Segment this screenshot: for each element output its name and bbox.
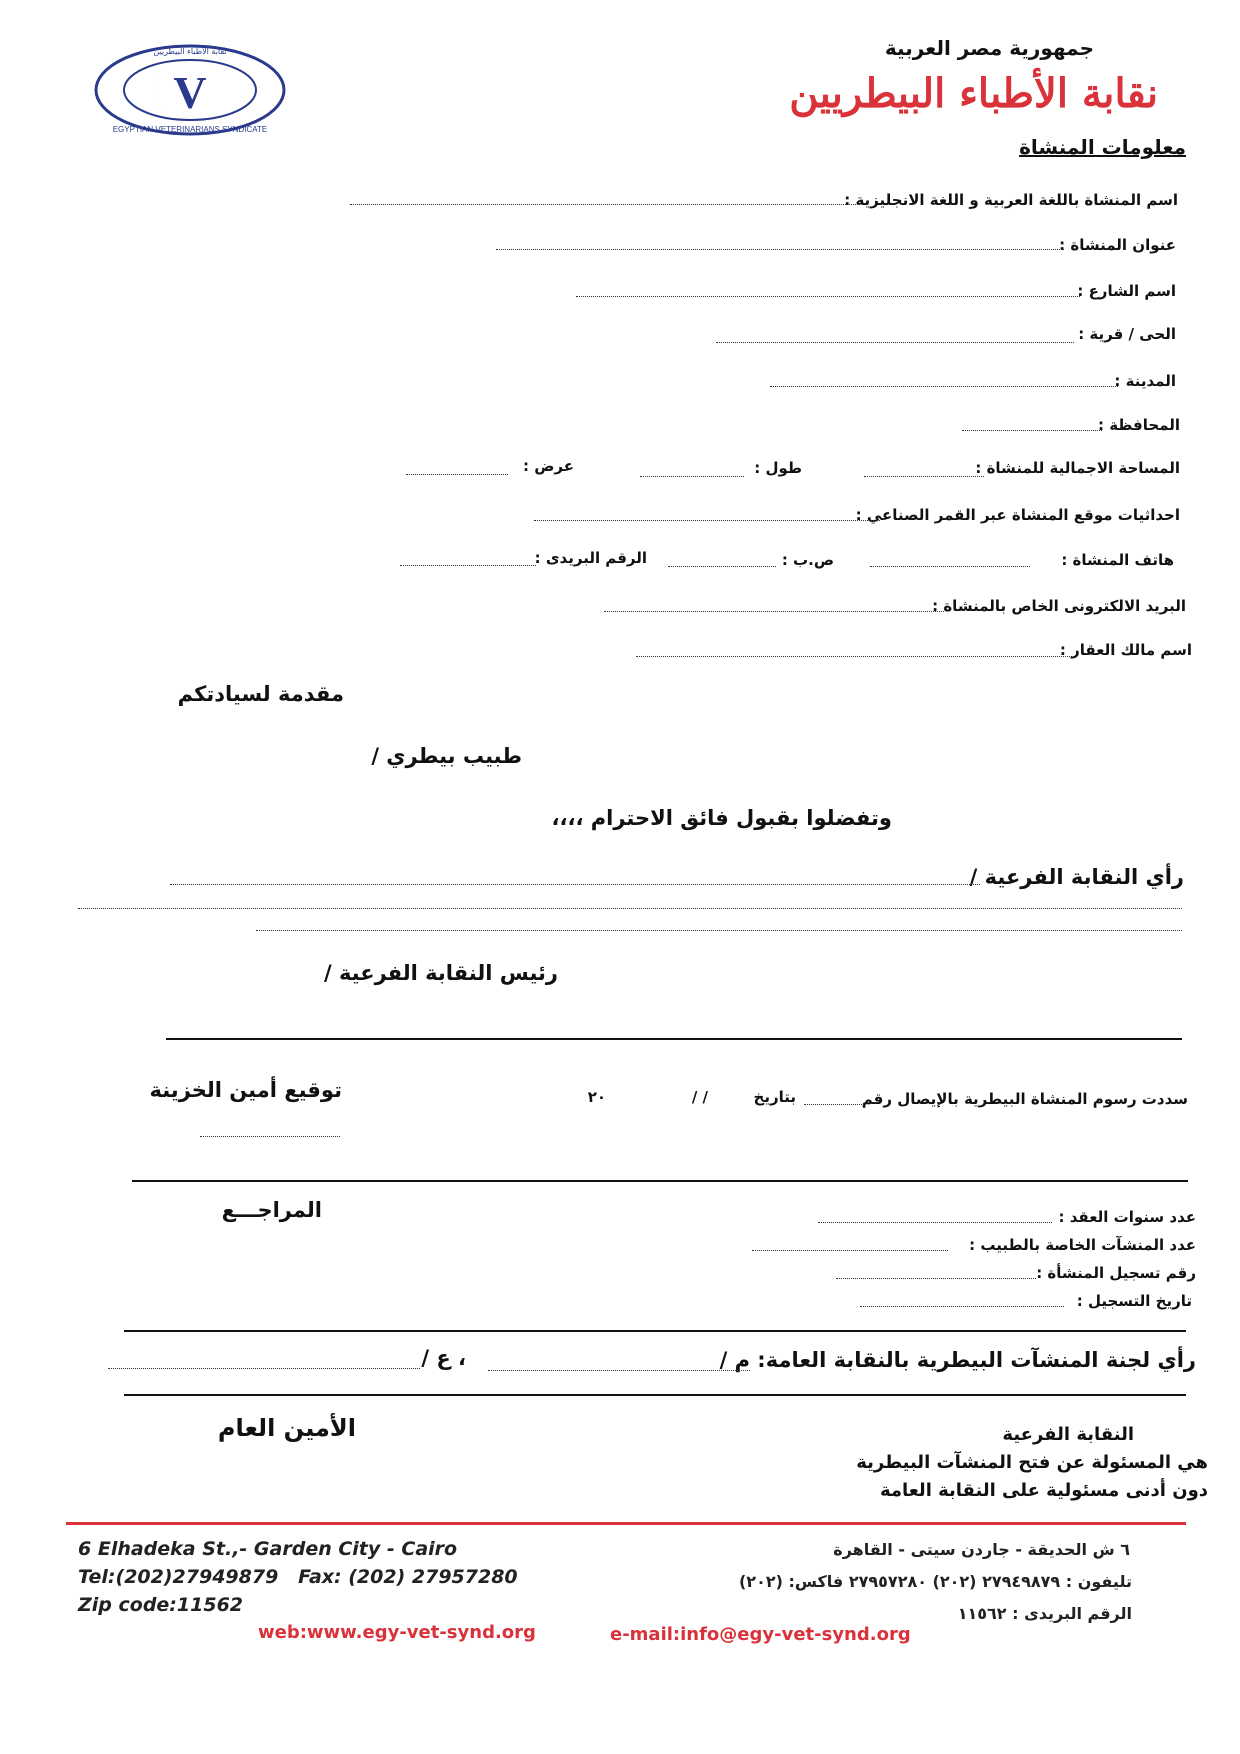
- field-contract-years[interactable]: [818, 1222, 1052, 1223]
- label-district: الحى / قرية :: [1078, 325, 1176, 343]
- label-city: المدينة :: [1114, 372, 1176, 390]
- syndicate-logo: [92, 42, 288, 138]
- label-address: عنوان المنشاة :: [1059, 236, 1176, 254]
- registration-no-label: رقم تسجيل المنشأة :: [1036, 1264, 1196, 1282]
- field-gps[interactable]: [534, 520, 880, 521]
- branch-opinion-line-1[interactable]: [170, 884, 980, 885]
- branch-opinion-line-3[interactable]: [256, 930, 1182, 931]
- footer-email-link[interactable]: e-mail:info@egy-vet-synd.org: [610, 1624, 911, 1645]
- field-registration-date[interactable]: [860, 1306, 1064, 1307]
- treasurer-signature-label: توقيع أمين الخزينة: [149, 1078, 342, 1102]
- branch-opinion-line-2[interactable]: [78, 908, 1182, 909]
- field-postal-code[interactable]: [400, 565, 536, 566]
- note-line-1: النقابة الفرعية: [1002, 1424, 1134, 1445]
- field-committee-m[interactable]: [488, 1370, 750, 1371]
- date-slashes: / /: [691, 1088, 708, 1106]
- reviewer-label: المراجـــع: [221, 1198, 322, 1222]
- contract-years-label: عدد سنوات العقد :: [1058, 1208, 1196, 1226]
- field-city[interactable]: [770, 386, 1118, 387]
- label-length: طول :: [754, 459, 802, 477]
- doctor-facilities-label: عدد المنشآت الخاصة بالطبيب :: [969, 1236, 1196, 1254]
- footer-zip-en: Zip code:11562: [78, 1594, 244, 1616]
- branch-opinion-label: رأي النقابة الفرعية /: [969, 865, 1184, 889]
- label-po-box: ص.ب :: [781, 551, 834, 569]
- field-owner[interactable]: [636, 656, 1072, 657]
- note-line-2: هي المسئولة عن فتح المنشآت البيطرية: [856, 1452, 1208, 1473]
- label-name-ar-en: اسم المنشاة باللغة العربية و اللغة الانجليزية :: [844, 191, 1178, 209]
- field-street[interactable]: [576, 296, 1080, 297]
- logo-text-ar: نقابة الأطباء البيطريين: [153, 47, 227, 56]
- divider-4: [124, 1394, 1186, 1396]
- field-po-box[interactable]: [668, 566, 776, 567]
- branch-head-label: رئيس النقابة الفرعية /: [323, 961, 558, 985]
- label-postal-code: الرقم البريدى :: [534, 549, 647, 567]
- field-width[interactable]: [406, 474, 508, 475]
- field-governorate[interactable]: [962, 430, 1102, 431]
- field-length[interactable]: [640, 476, 744, 477]
- label-width: عرض :: [523, 457, 574, 475]
- field-email[interactable]: [604, 611, 944, 612]
- footer-tel-fax-en: Tel:(202)27949879 Fax: (202) 27957280: [78, 1566, 518, 1588]
- on-date-label: بتاريخ: [753, 1088, 796, 1106]
- secretary-general-label: الأمين العام: [217, 1414, 356, 1442]
- committee-opinion-label: رأي لجنة المنشآت البيطرية بالنقابة العامة: م /: [719, 1348, 1196, 1372]
- year-prefix: ٢٠: [587, 1088, 606, 1106]
- footer-address-en: 6 Elhadeka St.,- Garden City - Cairo: [78, 1538, 458, 1560]
- syndicate-name: نقابة الأطباء البيطريين: [789, 70, 1158, 117]
- label-phone: هاتف المنشاة :: [1061, 551, 1174, 569]
- footer-web-link[interactable]: web:www.egy-vet-synd.org: [258, 1622, 536, 1643]
- vet-doctor-label: طبيب بيطري /: [371, 744, 522, 768]
- label-total-area: المساحة الاجمالية للمنشاة :: [975, 459, 1180, 477]
- closing-text: وتفضلوا بقبول فائق الاحترام ،،،،: [551, 806, 892, 830]
- label-gps: احداثيات موقع المنشاة عبر القمر الصناعي :: [855, 506, 1180, 524]
- field-total-area[interactable]: [864, 476, 984, 477]
- logo-text: EGYPTIAN VETERINARIANS SYNDICATE: [112, 125, 268, 134]
- footer-zip-ar: الرقم البريدى : ١١٥٦٢: [957, 1604, 1132, 1623]
- footer-address-ar: ٦ ش الحديقة - جاردن سيتى - القاهرة: [833, 1540, 1130, 1559]
- registration-date-label: تاريخ التسجيل :: [1076, 1292, 1192, 1310]
- footer-rule: [66, 1522, 1186, 1525]
- divider-3: [124, 1330, 1186, 1332]
- label-email: البريد الالكترونى الخاص بالمنشاة :: [932, 597, 1186, 615]
- label-governorate: المحافظة :: [1097, 416, 1180, 434]
- field-address[interactable]: [496, 249, 1064, 250]
- presented-text: مقدمة لسيادتكم: [177, 682, 344, 706]
- section-title: معلومات المنشاة: [1019, 135, 1186, 159]
- field-receipt-no[interactable]: [804, 1104, 866, 1105]
- field-doctor-facilities[interactable]: [752, 1250, 948, 1251]
- logo-letter: V: [173, 67, 207, 118]
- fees-paid-label: سددت رسوم المنشاة البيطرية بالإيصال رقم: [861, 1090, 1188, 1108]
- treasurer-signature-line[interactable]: [200, 1136, 340, 1137]
- field-name-ar-en[interactable]: [350, 204, 860, 205]
- divider-1: [166, 1038, 1182, 1040]
- label-street: اسم الشارع :: [1077, 282, 1176, 300]
- label-owner: اسم مالك العقار :: [1059, 641, 1192, 659]
- field-phone[interactable]: [870, 566, 1030, 567]
- field-district[interactable]: [716, 342, 1074, 343]
- note-line-3: دون أدنى مسئولية على النقابة العامة: [879, 1480, 1208, 1501]
- field-registration-no[interactable]: [836, 1278, 1036, 1279]
- country-name: جمهورية مصر العربية: [884, 36, 1094, 60]
- divider-2: [132, 1180, 1188, 1182]
- field-committee-ayn[interactable]: [108, 1368, 420, 1369]
- footer-tel-fax-ar: تليفون : ٢٧٩٤٩٨٧٩ (٢٠٢) ٢٧٩٥٧٢٨٠ فاكس: (٢٠٢): [738, 1572, 1132, 1591]
- ayn-label: ، ع /: [421, 1346, 466, 1370]
